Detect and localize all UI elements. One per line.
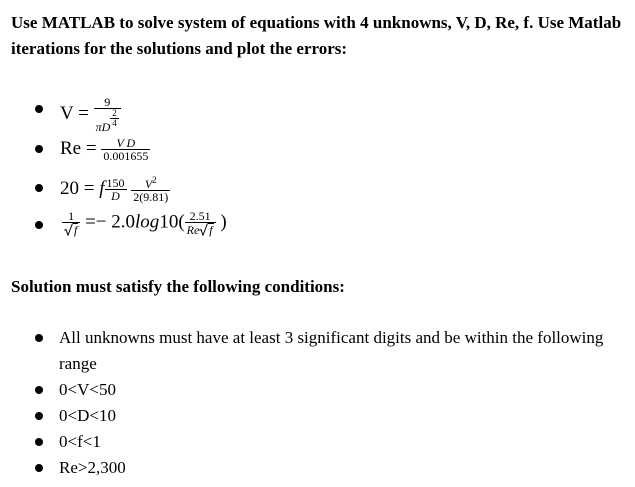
square-root: f xyxy=(64,223,78,236)
denominator: Re f xyxy=(186,223,213,237)
bullet xyxy=(35,386,43,394)
condition-item: 0<V<50 xyxy=(59,380,116,399)
bullet xyxy=(35,221,43,229)
closing-paren: ) xyxy=(220,211,227,233)
numerator: 150 xyxy=(106,176,125,190)
condition-item: 0<f<1 xyxy=(59,432,101,451)
square-root: f xyxy=(199,223,213,236)
log-function: log xyxy=(135,211,160,233)
bullet xyxy=(35,334,43,342)
condition-item: 0<D<10 xyxy=(59,406,116,425)
equation-head-loss xyxy=(60,176,170,203)
denominator: 2(9.81) xyxy=(133,190,169,204)
problem-statement: Use MATLAB to solve system of equations with 4 unknowns, V, D, Re, f. Use Matlab iterations for the solutions and plot the errors: xyxy=(11,13,622,58)
fraction xyxy=(62,210,80,236)
bullet xyxy=(35,412,43,420)
condition-item: Re>2,300 xyxy=(59,458,126,477)
radical-icon xyxy=(64,223,73,236)
denominator xyxy=(62,223,80,236)
equation-velocity xyxy=(60,96,121,133)
equation-lhs: Re = xyxy=(60,137,97,159)
coefficient: =− 2.0 xyxy=(85,211,136,233)
bullet xyxy=(35,145,43,153)
bullet xyxy=(35,464,43,472)
bullet xyxy=(35,438,43,446)
numerator: $V^2$ xyxy=(131,176,170,191)
fraction xyxy=(185,210,216,236)
numerator: 9 xyxy=(94,96,121,109)
equation-lhs: 20 = xyxy=(60,177,95,199)
fraction xyxy=(131,176,170,203)
fraction xyxy=(101,137,150,162)
numerator: 2.51 xyxy=(185,210,216,223)
exponent-fraction: $\frac{2}{4}$ xyxy=(112,108,117,128)
numerator: 1 xyxy=(62,210,80,223)
denominator: πD $\frac{2}{4}$ xyxy=(95,108,117,134)
equation-reynolds xyxy=(60,137,150,162)
numerator: V D xyxy=(101,137,150,150)
equation-colebrook xyxy=(62,210,227,236)
log-base: 10( xyxy=(159,211,185,233)
bullet xyxy=(35,105,43,113)
bullet xyxy=(35,184,43,192)
condition-item: All unknowns must have at least 3 significant digits and be within the following range xyxy=(59,328,604,373)
fraction xyxy=(94,96,121,133)
denominator: D xyxy=(111,189,120,203)
section-heading: Solution must satisfy the following conditions: xyxy=(11,277,345,296)
fraction xyxy=(105,177,127,202)
radical-icon xyxy=(199,223,208,236)
equation-lhs: V = xyxy=(60,102,89,124)
friction-factor: f xyxy=(99,177,105,199)
denominator: 0.001655 xyxy=(103,149,149,163)
